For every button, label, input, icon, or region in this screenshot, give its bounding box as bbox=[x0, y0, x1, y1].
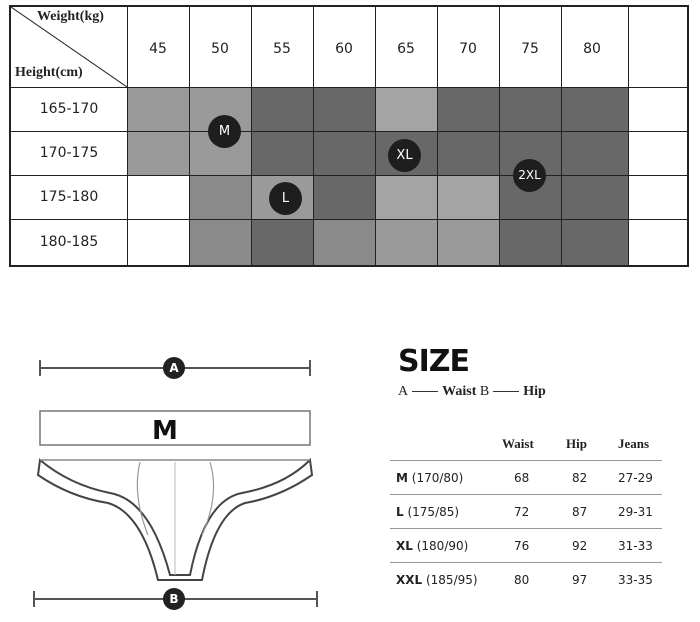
waist-value: 80 bbox=[514, 573, 530, 587]
grid-cell bbox=[376, 220, 437, 265]
size-spec: (170/80) bbox=[411, 471, 464, 485]
height-label: 165-170 bbox=[39, 101, 99, 117]
marker-a: A bbox=[163, 357, 185, 379]
size-name: M bbox=[396, 471, 408, 485]
table-row bbox=[390, 562, 662, 596]
size-title: SIZE bbox=[398, 344, 470, 379]
legend-waist: Waist bbox=[442, 384, 477, 399]
grid-cell bbox=[252, 220, 313, 265]
weight-label: 70 bbox=[459, 41, 477, 57]
hip-value: 92 bbox=[572, 539, 588, 553]
size-name: L bbox=[396, 505, 404, 519]
size-spec: (175/85) bbox=[407, 505, 460, 519]
height-label: 180-185 bbox=[39, 234, 99, 250]
jeans-value: 29-31 bbox=[618, 505, 653, 519]
jeans-value: 31-33 bbox=[618, 539, 653, 553]
grid-cell bbox=[562, 132, 628, 175]
weight-label: 75 bbox=[521, 41, 539, 57]
grid-cell bbox=[314, 88, 375, 131]
grid-cell bbox=[500, 220, 561, 265]
jeans-value: 33-35 bbox=[618, 573, 653, 587]
table-row bbox=[390, 528, 662, 562]
marker-b: B bbox=[163, 588, 185, 610]
table-row bbox=[390, 494, 662, 528]
grid-cell bbox=[128, 132, 189, 175]
size-spec: (180/90) bbox=[416, 539, 469, 553]
weight-label: 55 bbox=[273, 41, 291, 57]
grid-cell bbox=[500, 88, 561, 131]
grid-line bbox=[11, 175, 687, 176]
weight-label: 80 bbox=[583, 41, 601, 57]
grid-cell bbox=[190, 176, 251, 219]
weight-header: Weight(kg) bbox=[37, 9, 104, 24]
size-badge-xl: XL bbox=[388, 139, 421, 172]
grid-cell bbox=[438, 88, 499, 131]
waist-value: 76 bbox=[514, 539, 530, 553]
weight-label: 50 bbox=[211, 41, 229, 57]
grid-cell bbox=[314, 176, 375, 219]
grid-cell bbox=[190, 220, 251, 265]
weight-label: 65 bbox=[397, 41, 415, 57]
table-row bbox=[390, 460, 662, 494]
grid-cell bbox=[438, 132, 499, 175]
column-header-waist: Waist bbox=[502, 436, 534, 451]
size-badge-l: L bbox=[269, 182, 302, 215]
waist-value: 68 bbox=[514, 471, 530, 485]
column-header-hip: Hip bbox=[566, 436, 587, 451]
size-spec: (185/95) bbox=[425, 573, 478, 587]
grid-cell bbox=[128, 88, 189, 131]
grid-cell bbox=[562, 88, 628, 131]
weight-label: 60 bbox=[335, 41, 353, 57]
grid-line bbox=[11, 219, 687, 220]
grid-cell bbox=[252, 132, 313, 175]
size-name: XL bbox=[396, 539, 413, 553]
grid-cell bbox=[562, 220, 628, 265]
column-header-jeans: Jeans bbox=[618, 436, 650, 451]
legend-b: B bbox=[479, 384, 490, 399]
hip-value: 87 bbox=[572, 505, 588, 519]
grid-cell bbox=[376, 176, 437, 219]
jeans-value: 27-29 bbox=[618, 471, 653, 485]
grid-cell bbox=[438, 220, 499, 265]
size-badge-m: M bbox=[208, 115, 241, 148]
hip-value: 97 bbox=[572, 573, 588, 587]
grid-cell bbox=[376, 88, 437, 131]
grid-cell bbox=[562, 176, 628, 219]
height-header: Height(cm) bbox=[15, 65, 83, 80]
grid-line bbox=[11, 87, 687, 88]
grid-cell bbox=[438, 176, 499, 219]
brand-logo: M bbox=[152, 416, 178, 446]
height-label: 175-180 bbox=[39, 189, 99, 205]
weight-label: 45 bbox=[149, 41, 167, 57]
legend-a: A bbox=[398, 384, 409, 399]
grid-cell bbox=[314, 132, 375, 175]
waist-value: 72 bbox=[514, 505, 530, 519]
size-name: XXL bbox=[396, 573, 423, 587]
height-label: 170-175 bbox=[39, 145, 99, 161]
weight-height-grid bbox=[9, 5, 689, 267]
grid-cell bbox=[314, 220, 375, 265]
grid-cell bbox=[252, 88, 313, 131]
grid-line bbox=[11, 131, 687, 132]
legend-hip: Hip bbox=[523, 384, 546, 399]
grid-line bbox=[628, 7, 629, 265]
size-badge-2xl: 2XL bbox=[513, 159, 546, 192]
measurement-legend bbox=[398, 384, 546, 400]
hip-value: 82 bbox=[572, 471, 588, 485]
